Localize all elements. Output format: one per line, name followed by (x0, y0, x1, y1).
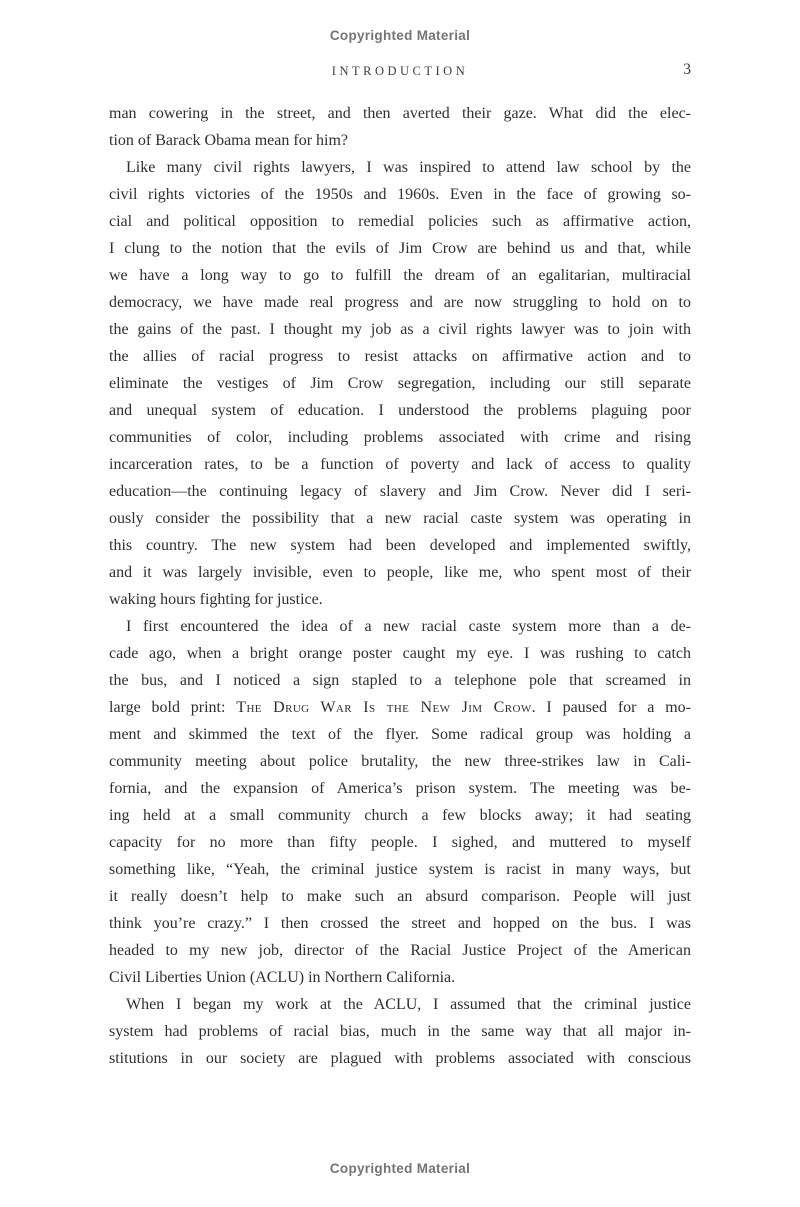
text-segment: and unequal system of education. I understood the problems plaguing poor (109, 402, 691, 419)
body-line (109, 100, 691, 127)
text-segment: waking hours fighting for justice. (109, 591, 323, 608)
text-segment: something like, “Yeah, the criminal justice system is racist in many ways, but (109, 861, 691, 878)
body-line (109, 667, 691, 694)
text-segment: the gains of the past. I thought my job as a civil rights lawyer was to join with (109, 321, 691, 338)
text-segment: capacity for no more than fifty people. I sighed, and muttered to myself (109, 834, 691, 851)
text-segment: we have a long way to go to fulfill the dream of an egalitarian, multiracial (109, 267, 691, 284)
copyright-notice-top: Copyrighted Material (329, 28, 471, 43)
text-segment: man cowering in the street, and then averted their gaze. What did the elec- (109, 105, 691, 122)
body-line (109, 613, 691, 640)
text-segment: and it was largely invisible, even to people, like me, who spent most of their (109, 564, 691, 581)
smallcaps-phrase: The Drug War Is the New Jim Crow (236, 699, 532, 716)
body-line (109, 640, 691, 667)
text-segment: system had problems of racial bias, much in the same way that all major in- (109, 1023, 691, 1040)
paragraph (109, 100, 691, 154)
body-line (109, 532, 691, 559)
body-line (109, 451, 691, 478)
text-segment: Civil Liberties Union (ACLU) in Northern California. (109, 969, 456, 986)
body-line (109, 397, 691, 424)
chapter-title: INTRODUCTION (331, 64, 469, 78)
page-number: 3 (683, 61, 691, 78)
text-segment: ing held at a small community church a few blocks away; it had seating (109, 807, 691, 824)
text-segment: large bold print: (109, 699, 237, 716)
text-segment: I first encountered the idea of a new racial caste system more than a de- (126, 618, 691, 635)
text-segment: . I paused for a mo- (531, 699, 691, 716)
text-segment: tion of Barack Obama mean for him? (109, 132, 349, 149)
body-line (109, 127, 691, 154)
text-segment: community meeting about police brutality, the new three-strikes law in Cali- (109, 753, 691, 770)
paragraph (109, 613, 691, 991)
text-segment: Like many civil rights lawyers, I was inspired to attend law school by the (126, 159, 691, 176)
text-segment: ment and skimmed the text of the flyer. Some radical group was holding a (109, 726, 691, 743)
body-text (109, 100, 691, 1072)
body-line (109, 910, 691, 937)
text-segment: education—the continuing legacy of slavery and Jim Crow. Never did I seri- (109, 483, 691, 500)
body-line (109, 559, 691, 586)
body-line (109, 181, 691, 208)
text-segment: cade ago, when a bright orange poster caught my eye. I was rushing to catch (109, 645, 691, 662)
text-segment: When I began my work at the ACLU, I assumed that the criminal justice (126, 996, 691, 1013)
text-segment: fornia, and the expansion of America’s prison system. The meeting was be- (109, 780, 691, 797)
body-line (109, 775, 691, 802)
body-line (109, 991, 691, 1018)
body-line (109, 829, 691, 856)
body-line (109, 289, 691, 316)
text-segment: democracy, we have made real progress and are now struggling to hold on to (109, 294, 691, 311)
body-line (109, 154, 691, 181)
body-line (109, 343, 691, 370)
text-segment: it really doesn’t help to make such an absurd comparison. People will just (109, 888, 691, 905)
body-line (109, 1018, 691, 1045)
body-line (109, 748, 691, 775)
text-segment: incarceration rates, to be a function of poverty and lack of access to quality (109, 456, 691, 473)
text-segment: the allies of racial progress to resist attacks on affirmative action and to (109, 348, 691, 365)
running-header (109, 61, 691, 84)
text-segment: think you’re crazy.” I then crossed the street and hopped on the bus. I was (109, 915, 691, 932)
body-line (109, 316, 691, 343)
body-line (109, 937, 691, 964)
body-line (109, 478, 691, 505)
text-segment: headed to my new job, director of the Racial Justice Project of the American (109, 942, 691, 959)
text-segment: this country. The new system had been developed and implemented swiftly, (109, 537, 691, 554)
body-line (109, 505, 691, 532)
text-segment: cial and political opposition to remedial policies such as affirmative action, (109, 213, 691, 230)
body-line (109, 721, 691, 748)
paragraph (109, 154, 691, 613)
body-line (109, 370, 691, 397)
body-line (109, 235, 691, 262)
text-segment: communities of color, including problems associated with crime and rising (109, 429, 691, 446)
paragraph (109, 991, 691, 1072)
text-segment: civil rights victories of the 1950s and 1960s. Even in the face of growing so- (109, 186, 691, 203)
text-segment: I clung to the notion that the evils of Jim Crow are behind us and that, while (109, 240, 691, 257)
body-line (109, 424, 691, 451)
body-line (109, 1045, 691, 1072)
body-line (109, 262, 691, 289)
body-line (109, 694, 691, 721)
body-line (109, 802, 691, 829)
body-line (109, 883, 691, 910)
body-line (109, 208, 691, 235)
copyright-notice-bottom: Copyrighted Material (329, 1161, 471, 1176)
text-segment: stitutions in our society are plagued with problems associated with conscious (109, 1050, 691, 1067)
text-segment: the bus, and I noticed a sign stapled to a telephone pole that screamed in (109, 672, 691, 689)
text-segment: ously consider the possibility that a new racial caste system was operating in (109, 510, 691, 527)
body-line (109, 964, 691, 991)
body-line (109, 856, 691, 883)
body-line (109, 586, 691, 613)
text-segment: eliminate the vestiges of Jim Crow segregation, including our still separate (109, 375, 691, 392)
